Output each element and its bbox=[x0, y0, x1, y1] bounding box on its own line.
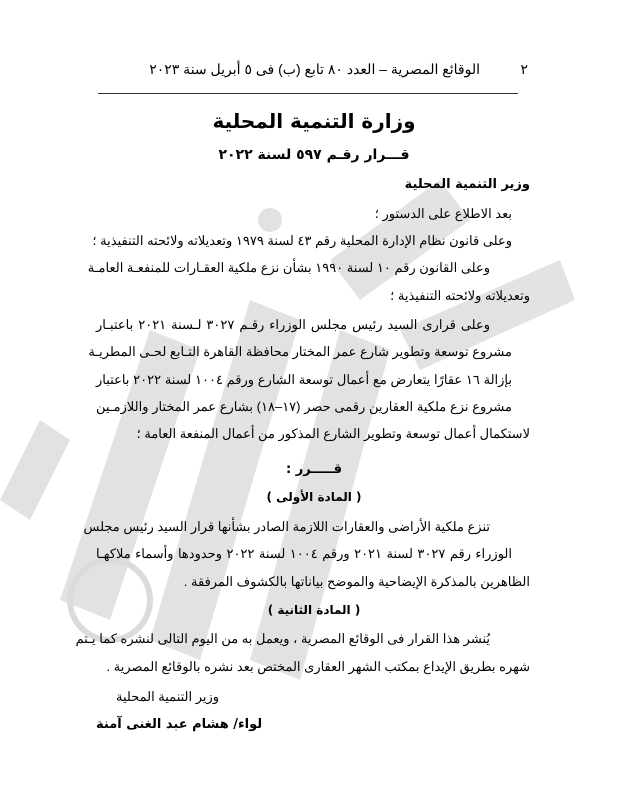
decree-title: قـــرار رقـم ٥٩٧ لسنة ٢٠٢٢ bbox=[218, 147, 410, 163]
signature-title bbox=[116, 688, 219, 706]
signature-title-text: وزير التنمية المحلية bbox=[116, 689, 220, 704]
signature-name-text: لواء/ هشام عبد الغنى آمنة bbox=[96, 717, 263, 732]
header-rule bbox=[98, 93, 518, 94]
article-1-heading: ( المادة الأولى ) bbox=[266, 490, 362, 504]
issuer: وزير التنمية المحلية bbox=[404, 177, 530, 192]
signature-name bbox=[96, 716, 262, 734]
preamble-line: لاستكمال أعمال توسعة وتطوير الشارع المذكور من أعمال المنفعة العامة ؛ bbox=[136, 426, 530, 441]
article-1-line: تنزع ملكية الأراضى والعقارات اللازمة الصادر بشأنها قرار السيد رئيس مجلس bbox=[83, 519, 490, 534]
preamble-line: وتعديلاته ولائحته التنفيذية ؛ bbox=[390, 288, 530, 303]
article-2-line: شهره بطريق الإيداع بمكتب الشهر العقارى المختص بعد نشره بالوقائع المصرية . bbox=[106, 659, 530, 674]
preamble-line: بإزالة ١٦ عقارًا يتعارض مع أعمال توسعة الشارع ورقم ١٠٠٤ لسنة ٢٠٢٢ باعتبار bbox=[96, 372, 512, 387]
preamble-line: وعلى قانون نظام الإدارة المحلية رقم ٤٣ لسنة ١٩٧٩ وتعديلاته ولائحته التنفيذية ؛ bbox=[92, 233, 512, 248]
ministry-title: وزارة التنمية المحلية bbox=[212, 109, 416, 133]
article-1-line: الوزراء رقم ٣٠٢٧ لسنة ٢٠٢١ ورقم ١٠٠٤ لسنة ٢٠٢٢ وحدودها وأسماء ملاكهـا bbox=[96, 546, 513, 561]
running-title: الوقائع المصرية – العدد ٨٠ تابع (ب) فى ٥ أبريل سنة ٢٠٢٣ bbox=[149, 61, 480, 77]
page-number: ٢ bbox=[520, 61, 528, 77]
preamble-line: بعد الاطلاع على الدستور ؛ bbox=[374, 206, 512, 221]
article-2-line: يُنشر هذا القرار فى الوقائع المصرية ، ويعمل به من اليوم التالى لنشره كما يـتم bbox=[75, 631, 490, 646]
decided-heading: قـــــرر : bbox=[285, 462, 343, 477]
preamble-line: مشروع نزع ملكية العقارين رقمى حصر (١٧–١٨) بشارع عمر المختار واللازمـين bbox=[96, 399, 512, 414]
preamble-line: مشروع توسعة وتطوير شارع عمر المختار محافظة القاهرة التـابع لحـى المطريـة bbox=[88, 344, 512, 359]
article-2-heading: ( المادة الثانية ) bbox=[267, 603, 361, 617]
article-1-line: الظاهرين بالمذكرة الإيضاحية والموضح بياناتها بالكشوف المرفقة . bbox=[183, 574, 530, 589]
preamble-line: وعلى قرارى السيد رئيس مجلس الوزراء رقـم ٣٠٢٧ لـسنة ٢٠٢١ باعتبـار bbox=[96, 317, 490, 332]
preamble-line: وعلى القانون رقم ١٠ لسنة ١٩٩٠ بشأن نزع ملكية العقـارات للمنفعـة العامـة bbox=[87, 260, 490, 275]
